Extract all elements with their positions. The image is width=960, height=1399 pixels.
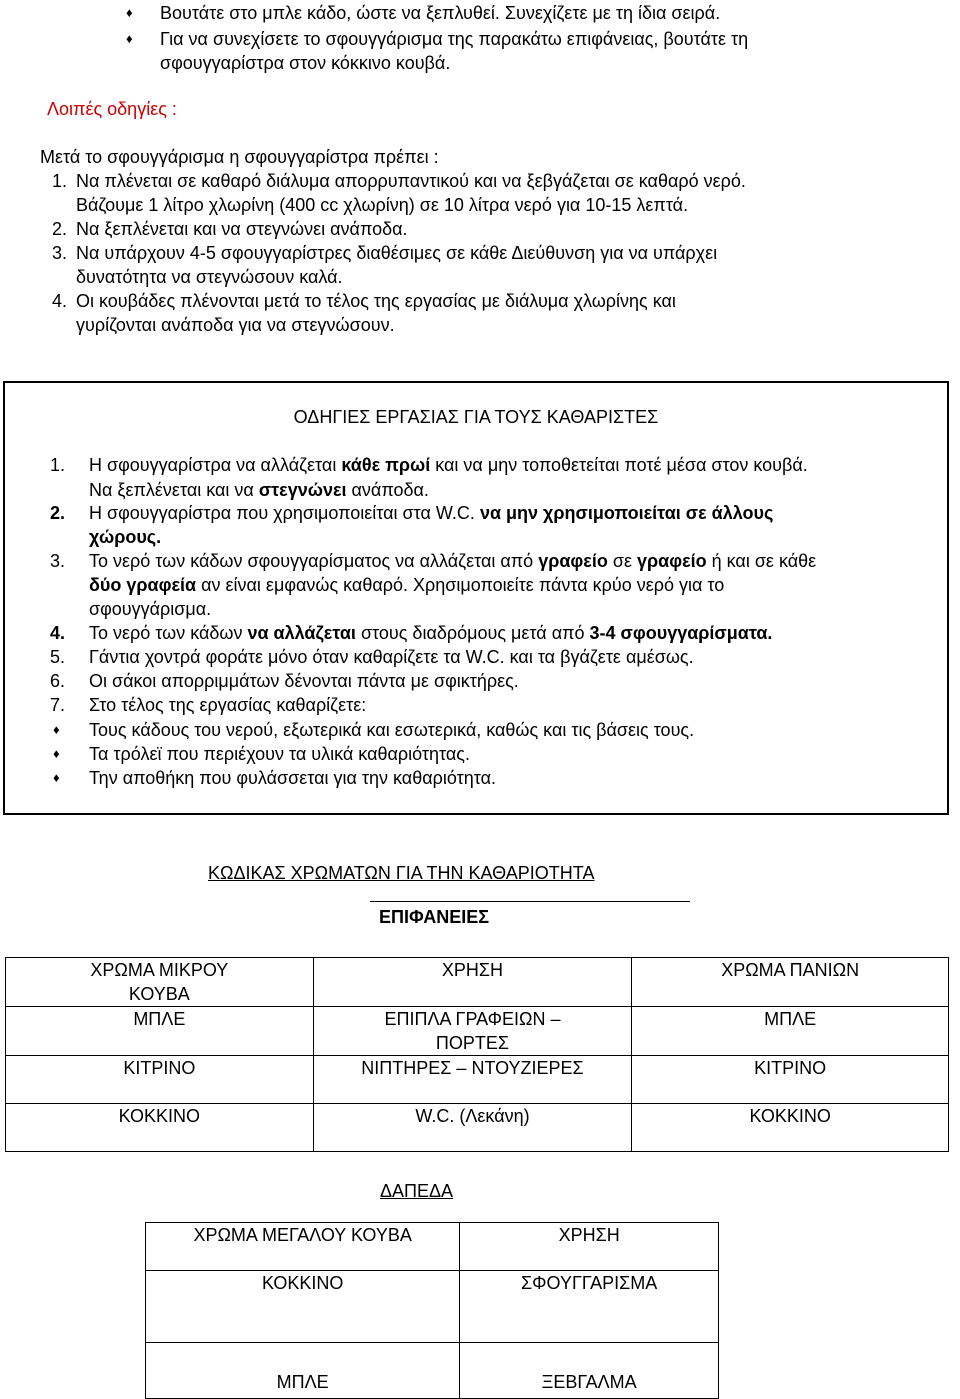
table-header-cell: ΧΡΩΜΑ ΠΑΝΙΩΝ <box>632 958 949 1007</box>
table-cell: ΚΟΚΚΙΝΟ <box>146 1271 460 1343</box>
table-header-cell: ΧΡΗΣΗ <box>460 1223 719 1271</box>
list-item-cont: γυρίζονται ανάποδα για να στεγνώσουν. <box>76 315 395 335</box>
surfaces-table <box>5 957 949 1152</box>
table-row <box>146 1343 719 1399</box>
list-item: Οι κουβάδες πλένονται μετά το τέλος της εργασίας με διάλυμα χλωρίνης και <box>76 291 676 311</box>
table-header-cell: ΧΡΩΜΑ ΜΕΓΑΛΟΥ ΚΟΥΒΑ <box>146 1223 460 1271</box>
work-item-6: Οι σάκοι απορριμμάτων δένονται πάντα με σφικτήρες. <box>89 671 519 691</box>
list-item: Να ξεπλένεται και να στεγνώνει ανάποδα. <box>76 219 408 239</box>
list-number: 1. <box>50 455 66 475</box>
table-row <box>6 958 949 1007</box>
table-row <box>146 1271 719 1343</box>
list-number: 3. <box>50 551 66 571</box>
table-row <box>146 1223 719 1271</box>
work-item-3: Το νερό των κάδων σφουγγαρίσματος να αλλάζεται από γραφείο σε γραφείο ή και σε κάθε <box>89 551 817 571</box>
table-cell: W.C. (Λεκάνη) <box>313 1104 632 1152</box>
table-cell: ΚΟΚΚΙΝΟ <box>632 1104 949 1152</box>
bullet-diamond-icon: ♦ <box>126 5 133 20</box>
work-item-1: Η σφουγγαρίστρα να αλλάζεται κάθε πρωί και να μην τοποθετείται ποτέ μέσα στον κουβά. <box>89 455 808 475</box>
bullet-diamond-icon: ♦ <box>53 746 60 761</box>
work-bullet-1: Τους κάδους του νερού, εξωτερικά και εσωτερικά, καθώς και τις βάσεις τους. <box>89 720 695 740</box>
table-row <box>6 1007 949 1056</box>
surfaces-title: ΕΠΙΦΑΝΕΙΕΣ <box>379 907 490 927</box>
work-item-7: Στο τέλος της εργασίας καθαρίζετε: <box>89 695 367 715</box>
floors-table <box>145 1222 719 1399</box>
table-header-cell: ΧΡΗΣΗ <box>313 958 632 1007</box>
bullet-diamond-icon: ♦ <box>53 722 60 737</box>
other-instructions-heading: Λοιπές οδηγίες : <box>47 99 177 119</box>
list-number: 4. <box>50 623 66 643</box>
work-instructions-title: ΟΔΗΓΙΕΣ ΕΡΓΑΣΙΑΣ ΓΙΑ ΤΟΥΣ ΚΑΘΑΡΙΣΤΕΣ <box>293 407 659 427</box>
table-header-cell: ΧΡΩΜΑ ΜΙΚΡΟΥ ΚΟΥΒΑ <box>6 958 314 1007</box>
intro-bullet-1: Βουτάτε στο μπλε κάδο, ώστε να ξεπλυθεί. Συνεχίζετε με τη ίδια σειρά. <box>160 3 721 23</box>
list-number: 1. <box>52 171 68 191</box>
work-item-2: Η σφουγγαρίστρα που χρησιμοποιείται στα W.C. να μην χρησιμοποιείται σε άλλους <box>89 503 774 523</box>
intro-bullet-2-cont: σφουγγαρίστρα στον κόκκινο κουβά. <box>160 53 451 73</box>
intro-bullet-2: Για να συνεχίσετε το σφουγγάρισμα της παρακάτω επιφάνειας, βουτάτε τη <box>160 29 749 49</box>
work-bullet-3: Την αποθήκη που φυλάσσεται για την καθαριότητα. <box>89 768 496 788</box>
table-cell: ΞΕΒΓΑΛΜΑ <box>460 1343 719 1399</box>
table-cell: ΕΠΙΠΛΑ ΓΡΑΦΕΙΩΝ – ΠΟΡΤΕΣ <box>313 1007 632 1056</box>
other-instructions-intro: Μετά το σφουγγάρισμα η σφουγγαρίστρα πρέπει : <box>40 147 439 167</box>
list-item-cont: Βάζουμε 1 λίτρο χλωρίνη (400 cc χλωρίνη) σε 10 λίτρα νερό για 10-15 λεπτά. <box>76 195 689 215</box>
bullet-diamond-icon: ♦ <box>126 31 133 46</box>
work-item-1-cont: Να ξεπλένεται και να στεγνώνει ανάποδα. <box>89 480 429 500</box>
table-row <box>6 1104 949 1152</box>
list-number: 6. <box>50 671 66 691</box>
list-number: 3. <box>52 243 68 263</box>
table-cell: ΚΙΤΡΙΝΟ <box>6 1056 314 1104</box>
table-cell: ΚΙΤΡΙΝΟ <box>632 1056 949 1104</box>
list-item: Να υπάρχουν 4-5 σφουγγαρίστρες διαθέσιμες σε κάθε Διεύθυνση για να υπάρχει <box>76 243 718 263</box>
table-row <box>6 1056 949 1104</box>
floors-title: ΔΑΠΕΔΑ <box>380 1181 454 1201</box>
work-item-5: Γάντια χοντρά φοράτε μόνο όταν καθαρίζετε τα W.C. και τα βγάζετε αμέσως. <box>89 647 694 667</box>
table-cell: ΜΠΛΕ <box>6 1007 314 1056</box>
work-bullet-2: Τα τρόλεϊ που περιέχουν τα υλικά καθαριότητας. <box>89 744 470 764</box>
color-code-title: ΚΩΔΙΚΑΣ ΧΡΩΜΑΤΩΝ ΓΙΑ ΤΗΝ ΚΑΘΑΡΙΟΤΗΤΑ <box>208 863 595 883</box>
work-item-2-cont: χώρους. <box>89 527 162 547</box>
work-item-4: Το νερό των κάδων να αλλάζεται στους διαδρόμους μετά από 3-4 σφουγγαρίσματα. <box>89 623 773 643</box>
list-number: 7. <box>50 695 66 715</box>
divider <box>370 901 690 902</box>
table-cell: ΚΟΚΚΙΝΟ <box>6 1104 314 1152</box>
table-cell: ΜΠΛΕ <box>146 1343 460 1399</box>
table-cell: ΣΦΟΥΓΓΑΡΙΣΜΑ <box>460 1271 719 1343</box>
table-cell: ΝΙΠΤΗΡΕΣ – ΝΤΟΥΖΙΕΡΕΣ <box>313 1056 632 1104</box>
bullet-diamond-icon: ♦ <box>53 770 60 785</box>
list-item: Να πλένεται σε καθαρό διάλυμα απορρυπαντικού και να ξεβγάζεται σε καθαρό νερό. <box>76 171 746 191</box>
list-number: 2. <box>50 503 66 523</box>
table-cell: ΜΠΛΕ <box>632 1007 949 1056</box>
work-item-3-cont: δύο γραφεία αν είναι εμφανώς καθαρό. Χρησιμοποιείτε πάντα κρύο νερό για το <box>89 575 725 595</box>
list-item-cont: δυνατότητα να στεγνώσουν καλά. <box>76 267 343 287</box>
list-number: 5. <box>50 647 66 667</box>
work-item-3-cont: σφουγγάρισμα. <box>89 599 212 619</box>
list-number: 2. <box>52 219 68 239</box>
list-number: 4. <box>52 291 68 311</box>
